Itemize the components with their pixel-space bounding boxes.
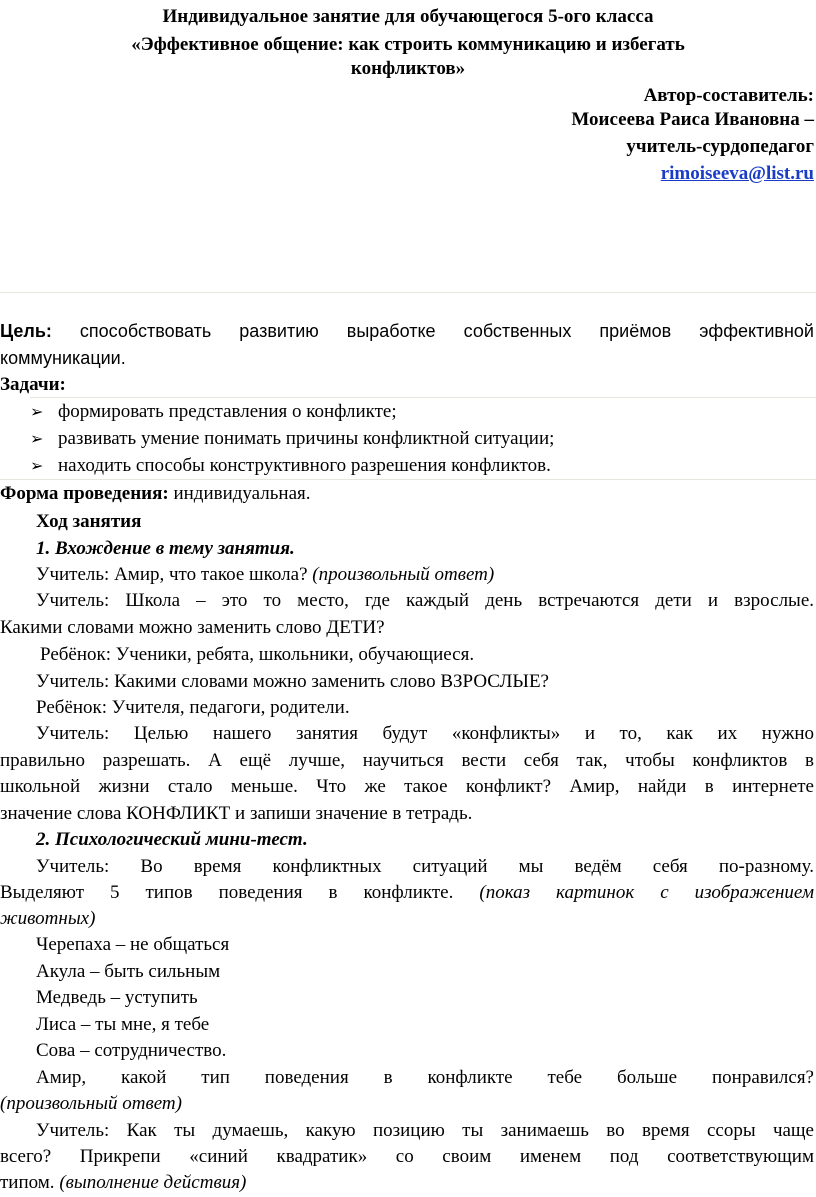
animal-type-item: Сова – сотрудничество. <box>36 1040 227 1061</box>
author-label: Автор-составитель: <box>643 85 814 106</box>
dialog-line: Амир, какой тип поведения в конфликте тебе больше понравился? <box>36 1067 814 1088</box>
goal-line-1 <box>0 318 814 346</box>
dialog-line: Учитель: Целью нашего занятия будут «конфликты» и то, как их нужно <box>36 723 814 744</box>
author-email-link[interactable]: rimoiseeva@list.ru <box>660 163 814 184</box>
dialog-line: Выделяют 5 типов поведения в конфликте. (показ картинок с изображением <box>0 882 814 903</box>
document-title-line-1: Индивидуальное занятие для обучающегося 5-ого класса <box>162 6 654 27</box>
form-label: Форма проведения: <box>0 483 169 504</box>
animal-type-item: Медведь – уступить <box>36 987 198 1008</box>
form-line <box>0 481 311 507</box>
dialog-line: Учитель: Школа – это то место, где каждый день встречаются дети и взрослые. <box>36 590 814 611</box>
form-value: индивидуальная. <box>168 483 311 504</box>
dialog-line: Учитель: Амир, что такое школа? (произвольный ответ) <box>36 564 495 585</box>
dialog-line: значение слова КОНФЛИКТ и запиши значение в тетрадь. <box>0 803 473 824</box>
section-divider <box>0 292 816 293</box>
author-name: Моисеева Раиса Ивановна – <box>571 109 814 130</box>
section-2-heading: 2. Психологический мини-тест. <box>36 829 308 850</box>
document-title-line-3: конфликтов» <box>350 58 466 79</box>
section-1-heading: 1. Вхождение в тему занятия. <box>36 538 295 559</box>
tasks-divider-bottom <box>0 479 816 480</box>
dialog-line: правильно разрешать. А ещё лучше, научиться вести себя так, чтобы конфликтов в <box>0 750 814 771</box>
task-item: ➢ развивать умение понимать причины конфликтной ситуации; <box>30 426 554 452</box>
tasks-label: Задачи: <box>0 374 66 395</box>
animal-type-item: Черепаха – не общаться <box>36 934 230 955</box>
dialog-line: Ребёнок: Ученики, ребята, школьники, обучающиеся. <box>40 644 475 665</box>
animal-type-item: Акула – быть сильным <box>36 961 221 982</box>
arrow-bullet-icon: ➢ <box>30 456 44 475</box>
dialog-line: (произвольный ответ) <box>0 1093 182 1114</box>
arrow-bullet-icon: ➢ <box>30 402 44 421</box>
goal-label: Цель: <box>0 321 52 341</box>
document-title-line-2: «Эффективное общение: как строить коммуникацию и избегать <box>131 34 685 55</box>
dialog-line: типом. (выполнение действия) <box>0 1172 247 1193</box>
dialog-line: школьной жизни стало меньше. Что же такое конфликт? Амир, найди в интернете <box>0 776 814 797</box>
dialog-line: Какими словами можно заменить слово ДЕТИ? <box>0 617 385 638</box>
arrow-bullet-icon: ➢ <box>30 429 44 448</box>
dialog-line: Учитель: Какими словами можно заменить слово ВЗРОСЛЫЕ? <box>36 671 549 692</box>
dialog-line: Ребёнок: Учителя, педагоги, родители. <box>36 697 350 718</box>
tasks-divider <box>30 397 816 398</box>
animal-type-item: Лиса – ты мне, я тебе <box>36 1014 210 1035</box>
dialog-line: животных) <box>0 908 96 929</box>
goal-line-2: коммуникации. <box>0 348 126 368</box>
lesson-heading: Ход занятия <box>36 511 142 532</box>
task-item: ➢ находить способы конструктивного разрешения конфликтов. <box>30 453 551 479</box>
dialog-line: Учитель: Во время конфликтных ситуаций мы ведём себя по-разному. <box>36 856 814 877</box>
dialog-line: Учитель: Как ты думаешь, какую позицию ты занимаешь во время ссоры чаще <box>36 1120 814 1141</box>
task-item: ➢ формировать представления о конфликте; <box>30 399 397 425</box>
dialog-line: всего? Прикрепи «синий квадратик» со своим именем под соответствующим <box>0 1146 814 1167</box>
goal-text-1: способствовать развитию выработке собственных приёмов эффективной <box>51 321 814 341</box>
author-role: учитель-сурдопедагог <box>626 136 814 157</box>
